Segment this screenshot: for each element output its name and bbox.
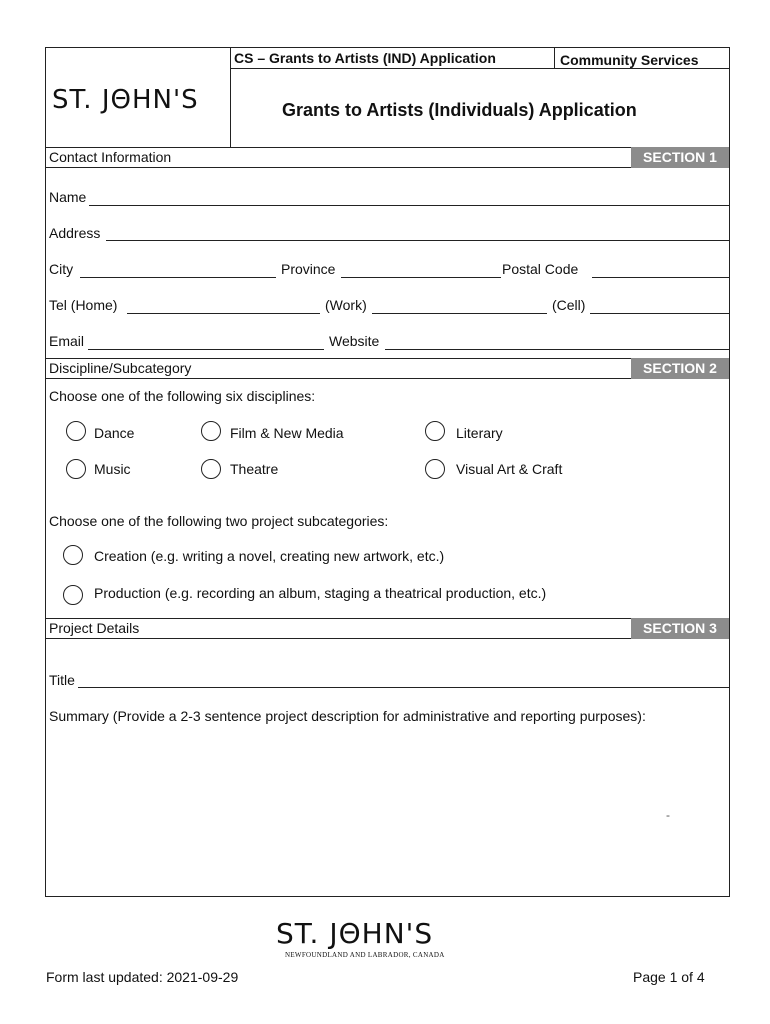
subcategory-creation-radio[interactable] — [63, 545, 83, 565]
section-2-label: Discipline/Subcategory — [49, 360, 192, 376]
subcategory-creation-label: Creation (e.g. writing a novel, creating new artwork, etc.) — [94, 548, 445, 564]
section-3-label: Project Details — [49, 620, 140, 636]
section-3-bar — [46, 618, 729, 639]
city-label: City — [49, 261, 74, 277]
address-label: Address — [49, 225, 101, 241]
province-label: Province — [281, 261, 336, 277]
section-3-tag: SECTION 3 — [631, 618, 729, 639]
discipline-music-radio[interactable] — [66, 459, 86, 479]
discipline-dance-label: Dance — [94, 425, 135, 441]
summary-text: - — [666, 808, 670, 822]
subcategory-production-radio[interactable] — [63, 585, 83, 605]
name-label: Name — [49, 189, 87, 205]
header-rule — [230, 68, 730, 69]
discipline-visual-art-radio[interactable] — [425, 459, 445, 479]
discipline-visual-art-label: Visual Art & Craft — [456, 461, 563, 477]
email-field[interactable] — [88, 349, 324, 350]
subcategories-prompt: Choose one of the following two project subcategories: — [49, 513, 389, 529]
title-label: Title — [49, 672, 75, 688]
section-1-label: Contact Information — [49, 149, 172, 165]
section-1-tag: SECTION 1 — [631, 147, 729, 168]
header-divider — [230, 47, 231, 148]
postal-code-label: Postal Code — [502, 261, 579, 277]
summary-textarea[interactable] — [49, 728, 727, 894]
discipline-film-label: Film & New Media — [230, 425, 344, 441]
name-field[interactable] — [89, 205, 729, 206]
discipline-literary-radio[interactable] — [425, 421, 445, 441]
address-field[interactable] — [106, 240, 729, 241]
tel-home-field[interactable] — [127, 313, 320, 314]
discipline-dance-radio[interactable] — [66, 421, 86, 441]
title-field[interactable] — [78, 687, 729, 688]
header-divider-small — [554, 47, 555, 68]
tel-home-label: Tel (Home) — [49, 297, 118, 313]
discipline-music-label: Music — [94, 461, 131, 477]
section-1-bar — [46, 147, 729, 168]
discipline-theatre-label: Theatre — [230, 461, 279, 477]
tel-work-label: (Work) — [325, 297, 367, 313]
postal-code-field[interactable] — [592, 277, 729, 278]
tel-work-field[interactable] — [372, 313, 547, 314]
summary-label: Summary (Provide a 2-3 sentence project description for administrative and reporting purposes): — [49, 708, 646, 724]
website-field[interactable] — [385, 349, 729, 350]
form-code: CS – Grants to Artists (IND) Application — [234, 50, 496, 66]
email-label: Email — [49, 333, 85, 349]
department-label: Community Services — [560, 52, 699, 68]
form-last-updated: Form last updated: 2021-09-29 — [46, 969, 239, 985]
province-field[interactable] — [341, 277, 501, 278]
city-field[interactable] — [80, 277, 276, 278]
city-logo: ST. JΘHN'S — [52, 85, 199, 115]
section-2-bar — [46, 358, 729, 379]
discipline-literary-label: Literary — [456, 425, 503, 441]
form-title: Grants to Artists (Individuals) Application — [282, 100, 637, 120]
disciplines-prompt: Choose one of the following six disciplines: — [49, 388, 316, 404]
subcategory-production-label: Production (e.g. recording an album, staging a theatrical production, etc.) — [94, 585, 547, 601]
discipline-film-radio[interactable] — [201, 421, 221, 441]
section-2-tag: SECTION 2 — [631, 358, 729, 379]
discipline-theatre-radio[interactable] — [201, 459, 221, 479]
footer-logo: ST. JΘHN'S — [276, 917, 434, 950]
footer-logo-subtitle: NEWFOUNDLAND AND LABRADOR, CANADA — [285, 951, 445, 959]
tel-cell-label: (Cell) — [552, 297, 586, 313]
page-number: Page 1 of 4 — [633, 969, 705, 985]
website-label: Website — [329, 333, 380, 349]
tel-cell-field[interactable] — [590, 313, 729, 314]
